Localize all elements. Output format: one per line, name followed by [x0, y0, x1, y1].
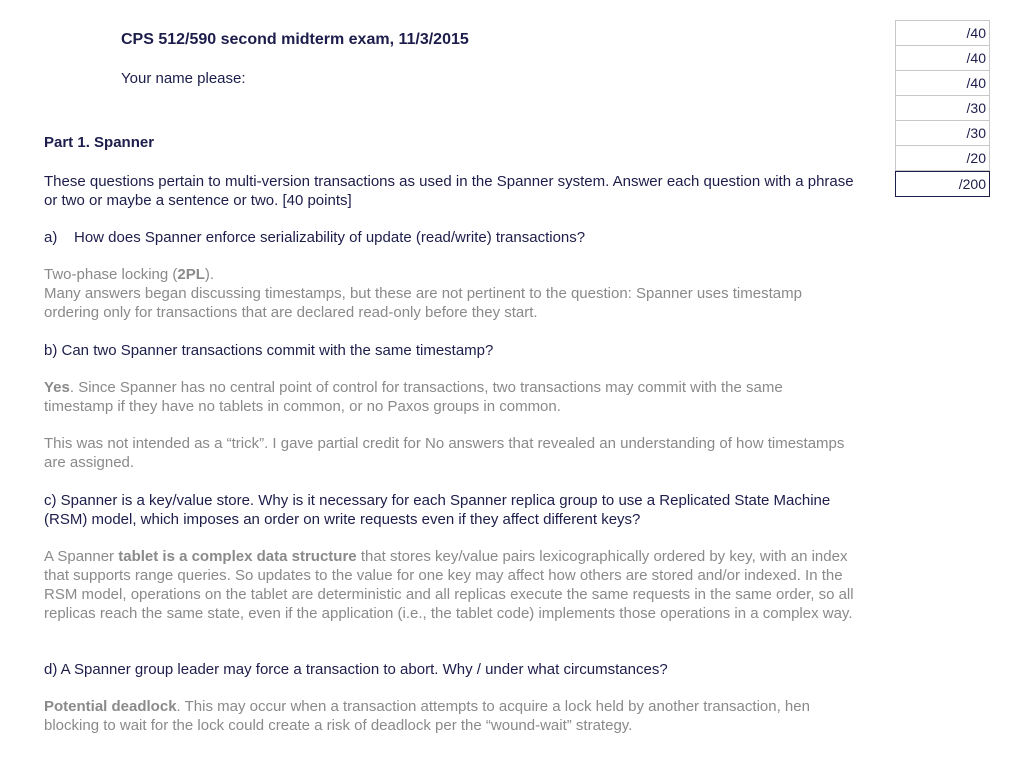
- answer-d: [44, 697, 854, 735]
- answer-text: Many answers began discussing timestamps, but these are not pertinent to the question: Spanner uses timestamp ordering only for transactions that are declared read-only before they start.: [44, 285, 802, 321]
- answer-emphasis: tablet is a complex data structure: [118, 548, 357, 565]
- score-cell: /30: [896, 96, 990, 121]
- score-table: [895, 20, 990, 197]
- score-cell: /40: [896, 21, 990, 46]
- answer-emphasis: Potential deadlock: [44, 698, 177, 715]
- question-text: How does Spanner enforce serializability of update (read/write) transactions?: [74, 229, 586, 246]
- answer-emphasis: Yes: [44, 379, 70, 396]
- question-d: d) A Spanner group leader may force a transaction to abort. Why / under what circumstances?: [44, 661, 668, 678]
- score-total-cell: /200: [896, 172, 990, 197]
- answer-b: [44, 378, 854, 416]
- question-label: a): [44, 229, 58, 246]
- question-a: [44, 228, 854, 247]
- answer-c: [44, 547, 854, 623]
- name-prompt: Your name please:: [121, 70, 246, 87]
- score-cell: /40: [896, 71, 990, 96]
- answer-text: . This may occur when a transaction attempts to acquire a lock held by another transaction, hen blocking to wait for the lock could create a risk of deadlock per the “wound-wait” strategy.: [44, 698, 810, 734]
- question-c: c) Spanner is a key/value store. Why is it necessary for each Spanner replica group to use a Replicated State Machine (RSM) model, which imposes an order on write requests even if they affect different keys?: [44, 492, 831, 528]
- score-cell: /30: [896, 121, 990, 146]
- exam-title: CPS 512/590 second midterm exam, 11/3/2015: [121, 31, 469, 48]
- answer-text: ).: [204, 266, 215, 283]
- answer-a: [44, 265, 854, 322]
- answer-text: A Spanner: [44, 548, 119, 565]
- answer-b-note: This was not intended as a “trick”. I gave partial credit for No answers that revealed an understanding of how timestamps are assigned.: [44, 435, 845, 471]
- question-b: b) Can two Spanner transactions commit with the same timestamp?: [44, 342, 494, 359]
- answer-emphasis: 2PL: [177, 266, 205, 283]
- part-heading: Part 1. Spanner: [44, 134, 155, 151]
- answer-text: . Since Spanner has no central point of control for transactions, two transactions may commit with the same timestamp if they have no tablets in common, or no Paxos groups in common.: [44, 379, 783, 415]
- score-cell: /20: [896, 146, 990, 171]
- answer-text: Two-phase locking (: [44, 266, 178, 283]
- part-intro: These questions pertain to multi-version transactions as used in the Spanner system. Answer each question with a phrase or two or maybe a sentence or two. [40 points]: [44, 173, 854, 209]
- answer-text: that stores key/value pairs lexicographically ordered by key, with an index that supports range queries. So updates to the value for one key may affect how others are stored and/or indexed. In the RSM model, operations on the tablet are deterministic and all replicas execute the same requests in the same order, so all replicas reach the same state, even if the application (i.e., the tablet code) implements those operations in a complex way.: [44, 548, 854, 622]
- score-cell: /40: [896, 46, 990, 71]
